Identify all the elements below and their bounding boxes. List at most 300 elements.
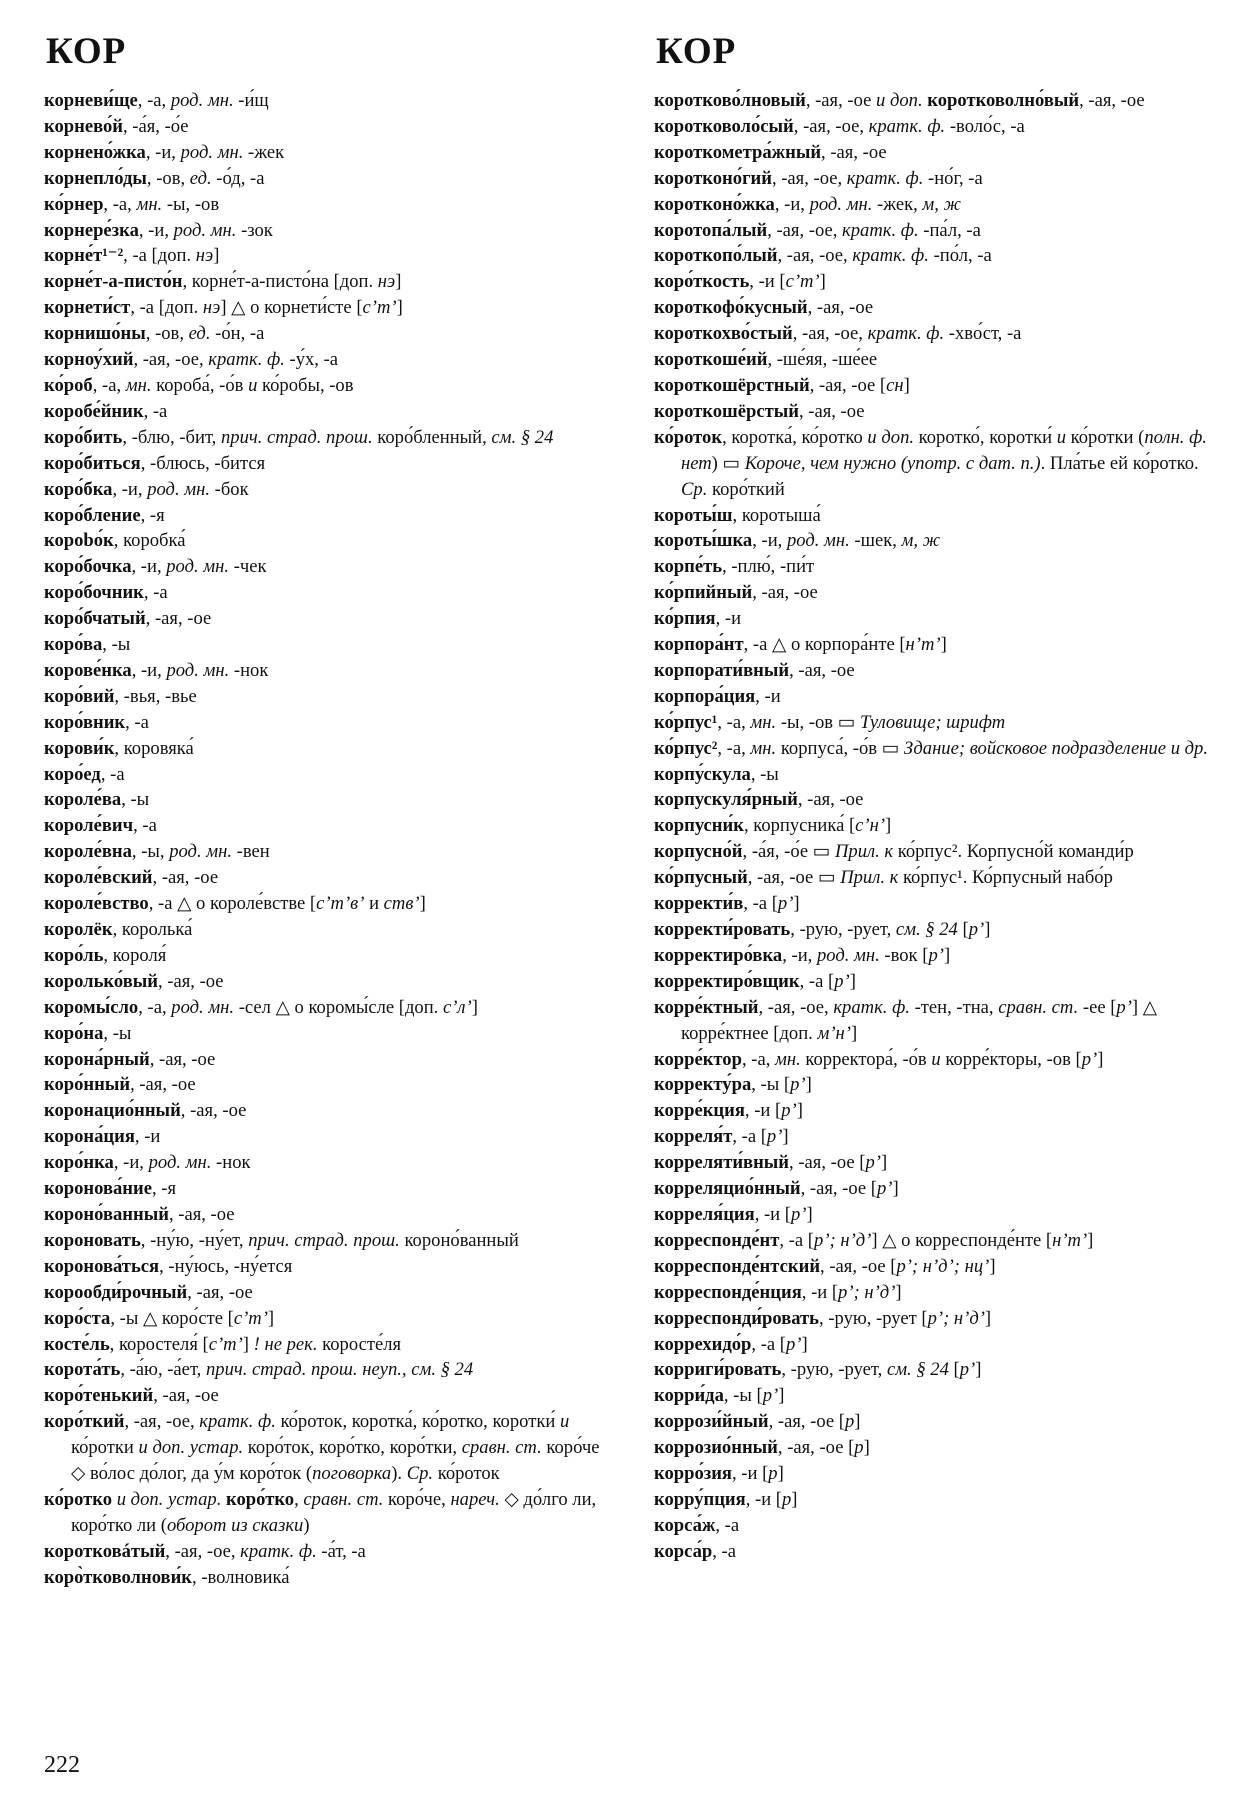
grammar-note: нэ bbox=[195, 245, 214, 267]
headword: корпорати́вный bbox=[654, 659, 790, 681]
entry-text: , -блю, -бит, bbox=[122, 426, 221, 448]
entry-text: , -а [ bbox=[799, 970, 835, 992]
dictionary-entry bbox=[44, 1280, 614, 1306]
entry-text: -чек bbox=[229, 556, 267, 578]
entry-text: , -ы bbox=[121, 789, 150, 811]
dictionary-entry bbox=[654, 1513, 1224, 1539]
entry-text: -сел △ о коромы́сле [доп. bbox=[234, 996, 443, 1018]
entry-text: . Пла́тье ей ко́ротко. bbox=[1040, 452, 1199, 474]
entry-text: , -и bbox=[715, 608, 742, 630]
grammar-note: сʼнʼ bbox=[855, 815, 886, 837]
entry-text: ] bbox=[1097, 1048, 1104, 1070]
dictionary-entry bbox=[44, 1176, 614, 1202]
dictionary-entry bbox=[44, 88, 614, 114]
entry-text: короба́, -о́в bbox=[151, 374, 249, 396]
dictionary-entry bbox=[44, 1487, 614, 1539]
left-column bbox=[44, 88, 614, 1591]
entry-text: -а́т, -а bbox=[316, 1540, 366, 1562]
headword: корриги́ровать bbox=[654, 1359, 782, 1381]
dictionary-entry bbox=[654, 218, 1224, 244]
entry-text: корре́кторы, -ов [ bbox=[940, 1048, 1082, 1070]
dictionary-entry bbox=[44, 995, 614, 1021]
headword: коронова́ние bbox=[44, 1178, 152, 1200]
entry-text: ] bbox=[940, 634, 947, 656]
dictionary-entry bbox=[654, 787, 1224, 813]
entry-text: ко́робы, -ов bbox=[257, 374, 354, 396]
entry-text: ] bbox=[796, 1100, 803, 1122]
dictionary-entry bbox=[654, 813, 1224, 839]
entry-text: , -ая, -ое bbox=[145, 608, 212, 630]
grammar-note: прич. страд. прош. bbox=[248, 1229, 400, 1251]
headword: королёк bbox=[44, 919, 113, 940]
dictionary-entry bbox=[44, 839, 614, 865]
grammar-note: м, ж bbox=[922, 193, 961, 215]
entry-text: и bbox=[364, 893, 384, 915]
grammar-note: нʼтʼ bbox=[905, 634, 941, 656]
entry-text: , -а bbox=[133, 815, 157, 837]
entry-text: -жек bbox=[243, 141, 285, 163]
entry-text: коро́че, bbox=[383, 1488, 451, 1510]
grammar-note: нэ bbox=[377, 271, 396, 293]
entry-text: , -ая, -ое bbox=[158, 970, 224, 992]
headword: короткоше́ий bbox=[654, 349, 768, 371]
dictionary-entry bbox=[654, 295, 1224, 321]
dictionary-entry bbox=[44, 1565, 614, 1591]
dictionary-entry bbox=[44, 1021, 614, 1047]
headword: коро́бочник bbox=[44, 582, 144, 604]
headword: корневи́ще bbox=[44, 90, 138, 111]
headword: корообди́рочный bbox=[44, 1281, 188, 1303]
headword: коротопа́лый bbox=[654, 219, 768, 241]
entry-text: , -ая, -ое [ bbox=[789, 1152, 866, 1174]
grammar-note: см. § 24 bbox=[491, 426, 554, 448]
dictionary-entry bbox=[654, 762, 1224, 788]
grammar-note: Туловище; шрифт bbox=[859, 711, 1006, 733]
headword: короткошёрстый bbox=[654, 400, 799, 422]
entry-text: ] bbox=[975, 1359, 982, 1381]
headword: ко́рнер bbox=[44, 193, 104, 215]
entry-text: , -ы [ bbox=[751, 1074, 791, 1096]
headword: корне́т-а-писто́н bbox=[44, 271, 183, 293]
entry-text: ] bbox=[778, 1385, 785, 1407]
dictionary-entry bbox=[44, 1357, 614, 1383]
entry-text: , -и, bbox=[113, 1152, 149, 1174]
grammar-note: сравн. ст. bbox=[303, 1488, 384, 1510]
headword: коро́ста bbox=[44, 1307, 111, 1329]
page-number: 222 bbox=[44, 1752, 80, 1778]
headword: корре́кция bbox=[654, 1100, 745, 1122]
entry-text: -зок bbox=[236, 219, 273, 241]
entry-text: , -ну́юсь, -ну́ется bbox=[159, 1255, 293, 1277]
headword: корреля́ция bbox=[654, 1203, 755, 1225]
dictionary-entry bbox=[654, 865, 1224, 891]
dictionary-entry bbox=[44, 710, 614, 736]
entry-text: , -ше́яя, -ше́ее bbox=[767, 349, 878, 371]
dictionary-entry bbox=[654, 114, 1224, 140]
grammar-note: кратк. ф. bbox=[240, 1540, 317, 1562]
headword: коронацио́нный bbox=[44, 1100, 181, 1122]
entry-text: -и́щ bbox=[233, 90, 269, 111]
grammar-note: мн. bbox=[125, 374, 152, 396]
headword: корнере́зка bbox=[44, 219, 139, 241]
headword: корobо́к bbox=[44, 530, 114, 552]
grammar-note: р bbox=[781, 1488, 792, 1510]
entry-text: , -а, bbox=[137, 90, 171, 111]
dictionary-entry bbox=[44, 787, 614, 813]
dictionary-entry bbox=[654, 1202, 1224, 1228]
headword: коррозио́нный bbox=[654, 1437, 778, 1459]
grammar-note: род. мн. bbox=[169, 841, 232, 863]
dictionary-entry bbox=[44, 1383, 614, 1409]
grammar-note: кратк. ф. bbox=[833, 996, 910, 1018]
entry-text: коро́ток, коро́тко, коро́тки, bbox=[243, 1437, 462, 1459]
entry-text: , -а, bbox=[717, 711, 751, 733]
dictionary-entry bbox=[654, 192, 1224, 218]
grammar-note: мʼнʼ bbox=[817, 1022, 851, 1044]
dictionary-entry bbox=[654, 1228, 1224, 1254]
entry-text: , -а [ bbox=[751, 1333, 786, 1355]
entry-text: , -а [ bbox=[732, 1126, 767, 1148]
entry-text: , -ая, -ое bbox=[807, 297, 874, 319]
headword: коро́ед bbox=[44, 763, 101, 785]
grammar-note: рʼ; нʼдʼ bbox=[838, 1281, 896, 1303]
grammar-note: рʼ bbox=[785, 1333, 802, 1355]
entry-text: , -ы [ bbox=[723, 1385, 763, 1407]
entry-text: , -а [доп. bbox=[130, 297, 203, 319]
grammar-note: кратк. ф. bbox=[208, 349, 285, 371]
entry-text: , -и bbox=[134, 1126, 161, 1148]
grammar-note: ствʼ bbox=[383, 893, 420, 915]
dictionary-entry bbox=[654, 1409, 1224, 1435]
entry-text: , -и, bbox=[112, 478, 148, 500]
dictionary-entry bbox=[44, 684, 614, 710]
entry-text: , -ая, -ое [ bbox=[820, 1255, 897, 1277]
entry-text: ). bbox=[391, 1463, 407, 1485]
dictionary-entry bbox=[44, 736, 614, 762]
entry-text: , -ая, -ое [ bbox=[777, 1437, 855, 1459]
grammar-note: прич. страд. прош. bbox=[220, 426, 373, 448]
headword: корректи́в bbox=[654, 893, 744, 915]
entry-text: -па́л, -а bbox=[918, 219, 981, 241]
headword: корпу́скула bbox=[654, 763, 751, 785]
headword: корнево́й bbox=[44, 115, 123, 137]
grammar-note: сʼтʼ bbox=[208, 1333, 243, 1355]
entry-text: ] bbox=[793, 893, 800, 915]
entry-text: коро́бленный, bbox=[372, 426, 492, 448]
headword: корови́к bbox=[44, 737, 115, 759]
grammar-note: рʼ bbox=[865, 1152, 881, 1174]
entry-text: ко́роток, коротка́, ко́ротко, коротки́ bbox=[275, 1411, 560, 1433]
entry-text: , -и [ bbox=[754, 1203, 791, 1225]
entry-text: , -ая, -ое, bbox=[771, 167, 847, 189]
grammar-note: и доп. bbox=[867, 426, 915, 448]
entry-text: ] bbox=[395, 271, 402, 293]
entry-text: , -рую, -рует, bbox=[781, 1359, 887, 1381]
entry-text: -нок bbox=[211, 1152, 251, 1174]
grammar-note: нареч. bbox=[450, 1488, 500, 1510]
headword: корректи́ровать bbox=[654, 919, 791, 940]
entry-text: -воло́с, -а bbox=[945, 115, 1025, 137]
entry-text: , -ы bbox=[103, 1022, 132, 1044]
headword: короновать bbox=[44, 1229, 141, 1251]
entry-text: , -и, bbox=[145, 141, 181, 163]
dictionary-entry bbox=[654, 995, 1224, 1047]
dictionary-entry bbox=[654, 1124, 1224, 1150]
dictionary-entry bbox=[44, 451, 614, 477]
entry-text: -вен bbox=[231, 841, 270, 863]
headword: коро́биться bbox=[44, 452, 141, 474]
dictionary-entry bbox=[654, 503, 1224, 529]
entry-text: , -ая, -ое, bbox=[767, 219, 843, 241]
entry-text: -бок bbox=[209, 478, 249, 500]
dictionary-entry bbox=[44, 373, 614, 399]
entry-text: , -а [ bbox=[743, 893, 778, 915]
entry-text: коро́че ◇ во́лос до́лог, да у́м коро́ток ( bbox=[71, 1437, 600, 1485]
grammar-note: мн. bbox=[775, 1048, 801, 1070]
headword: корре́ктный bbox=[654, 996, 759, 1018]
entry-text: , -а, bbox=[92, 374, 126, 396]
entry-text: , -и [ bbox=[732, 1463, 769, 1485]
dictionary-entry bbox=[44, 1409, 614, 1487]
headword: корне́т¹⁻² bbox=[44, 245, 124, 267]
grammar-note: рʼ bbox=[1116, 996, 1132, 1018]
dictionary-entry bbox=[44, 1047, 614, 1073]
dictionary-entry bbox=[654, 528, 1224, 554]
entry-text: ко́ротки bbox=[71, 1437, 139, 1459]
dictionary-entry bbox=[44, 969, 614, 995]
headword: корнепло́ды bbox=[44, 167, 147, 189]
entry-text: ] bbox=[801, 1333, 808, 1355]
entry-text: ] bbox=[819, 271, 826, 293]
entry-text: ] △ о корнети́сте [ bbox=[220, 297, 363, 319]
dictionary-entry bbox=[654, 710, 1224, 736]
headword: королько́вый bbox=[44, 970, 158, 992]
headword: коро́ткость bbox=[654, 271, 750, 293]
dictionary-entry bbox=[44, 943, 614, 969]
headword: корона́рный bbox=[44, 1048, 150, 1070]
grammar-note: рʼ bbox=[834, 970, 850, 992]
entry-text: , -а [ bbox=[779, 1229, 815, 1251]
entry-text: -по́л, -а bbox=[928, 245, 992, 267]
grammar-note: рʼ bbox=[766, 1126, 783, 1148]
headword: корреспонде́нтский bbox=[654, 1255, 821, 1277]
entry-text: ] bbox=[1087, 1229, 1094, 1251]
entry-text: , -а bbox=[143, 582, 168, 604]
headword: короле́вский bbox=[44, 867, 153, 889]
entry-text: -у́х, -а bbox=[284, 349, 339, 371]
grammar-note: кратк. ф. bbox=[852, 245, 929, 267]
entry-text: ] bbox=[892, 1178, 899, 1200]
dictionary-entry bbox=[44, 321, 614, 347]
headword: ко́рпия bbox=[654, 608, 716, 630]
grammar-note: кратк. ф. bbox=[868, 115, 946, 137]
entry-text: , -а △ о корпора́нте [ bbox=[743, 634, 906, 656]
dictionary-entry bbox=[44, 503, 614, 529]
dictionary-entry bbox=[44, 1228, 614, 1254]
dictionary-entry bbox=[654, 1461, 1224, 1487]
headword: коро́бить bbox=[44, 426, 123, 448]
headword: коро́бчатый bbox=[44, 608, 146, 630]
grammar-note: род. мн. bbox=[171, 996, 235, 1018]
grammar-note: полн. ф. нет bbox=[681, 426, 1207, 474]
headword: косте́ль bbox=[44, 1333, 110, 1355]
dictionary-entry bbox=[44, 554, 614, 580]
dictionary-entry bbox=[654, 684, 1224, 710]
entry-text: , -а bbox=[100, 763, 125, 785]
dictionary-entry bbox=[44, 1098, 614, 1124]
grammar-note: и bbox=[248, 374, 258, 396]
headword: корпе́ть bbox=[654, 556, 723, 578]
dictionary-entry bbox=[654, 1098, 1224, 1124]
grammar-note: сʼтʼ bbox=[785, 271, 820, 293]
dictionary-entry bbox=[654, 1487, 1224, 1513]
headword: коррози́йный bbox=[654, 1411, 769, 1433]
headword: корро́зия bbox=[654, 1463, 732, 1485]
entry-text: ] bbox=[854, 1411, 861, 1433]
grammar-note: см. § 24 bbox=[886, 1359, 949, 1381]
grammar-note: рʼ bbox=[876, 1178, 893, 1200]
dictionary-entry bbox=[44, 425, 614, 451]
grammar-note: кратк. ф. bbox=[867, 323, 945, 345]
entry-text: -хво́ст, -а bbox=[944, 323, 1022, 345]
dictionary-entry bbox=[44, 1254, 614, 1280]
headword: корректиро́вщик bbox=[654, 970, 800, 992]
grammar-note: сʼтʼ bbox=[233, 1307, 268, 1329]
entry-text: , -ая, -ое, bbox=[777, 245, 853, 267]
dictionary-entry bbox=[44, 891, 614, 917]
headword: корреля́т bbox=[654, 1126, 733, 1148]
entry-text: , -ая, -ое bbox=[180, 1100, 247, 1122]
entry-text: ] bbox=[984, 1307, 992, 1329]
entry-text: , -и [ bbox=[745, 1488, 782, 1510]
dictionary-entry bbox=[44, 1332, 614, 1358]
headword: коротковáтый bbox=[44, 1540, 166, 1562]
dictionary-entry bbox=[44, 917, 614, 943]
entry-text: ] △ корре́ктнее [доп. bbox=[681, 996, 1158, 1044]
grammar-note: Прил. к bbox=[834, 841, 894, 863]
dictionary-entry bbox=[44, 813, 614, 839]
entry-text: ] bbox=[863, 1437, 870, 1459]
headword: корреспонде́нт bbox=[654, 1229, 780, 1251]
headword: ко́рпусный bbox=[654, 867, 748, 889]
entry-text: , -ая, -ое bbox=[797, 789, 864, 811]
entry-text: корректора́, -о́в bbox=[800, 1048, 932, 1070]
entry-text: , -а △ о короле́встве [ bbox=[148, 893, 317, 915]
headword: коро́ва bbox=[44, 634, 103, 656]
headword: корса́р bbox=[654, 1540, 713, 1562]
grammar-note: кратк. ф. bbox=[842, 219, 919, 241]
headword: короткометра́жный bbox=[654, 141, 822, 163]
dictionary-entry bbox=[654, 166, 1224, 192]
entry-text: , -ая, -ое [ bbox=[768, 1411, 845, 1433]
entry-text: , -рую, -рует [ bbox=[819, 1307, 928, 1329]
headword: корове́нка bbox=[44, 659, 132, 681]
entry-text: , -ая, -ое bbox=[798, 400, 865, 422]
dictionary-entry bbox=[44, 1072, 614, 1098]
grammar-note: мн. bbox=[750, 711, 777, 733]
entry-text: , -а́я, -о́е ▭ bbox=[742, 841, 835, 863]
grammar-note: сʼлʼ bbox=[442, 996, 472, 1018]
headword: ко́ротко bbox=[44, 1488, 113, 1510]
grammar-note: рʼ; нʼдʼ; нцʼ bbox=[896, 1255, 990, 1277]
headword: корре́ктор bbox=[654, 1048, 742, 1070]
headword: коро́вий bbox=[44, 685, 115, 707]
dictionary-entry bbox=[654, 269, 1224, 295]
headword: короткошёрстный bbox=[654, 374, 810, 396]
dictionary-entry bbox=[654, 88, 1224, 114]
entry-text: , -и bbox=[755, 685, 781, 707]
entry-text: , -ая, -ое bbox=[187, 1281, 253, 1303]
entry-text: , -ая, -ое bbox=[168, 1203, 235, 1225]
entry-text: , -ая, -ое, bbox=[758, 996, 834, 1018]
dictionary-entry bbox=[654, 580, 1224, 606]
entry-text: ] bbox=[791, 1488, 798, 1510]
dictionary-entry bbox=[44, 528, 614, 554]
headword: ко́роб bbox=[44, 374, 93, 396]
grammar-note: и bbox=[1056, 426, 1066, 448]
entry-text: , коротка́, ко́ротко bbox=[722, 426, 868, 448]
entry-text: , -и [ bbox=[749, 271, 786, 293]
headword: корота́ть bbox=[44, 1359, 121, 1381]
dictionary-entry bbox=[44, 1124, 614, 1150]
dictionary-entry bbox=[654, 554, 1224, 580]
entry-text: , короля́ bbox=[103, 944, 167, 966]
headword: корпусно́й bbox=[654, 841, 743, 863]
entry-text: , -и [ bbox=[744, 1100, 782, 1122]
entry-text: , -я bbox=[140, 504, 165, 526]
dictionary-entry bbox=[654, 969, 1224, 995]
headword: коробе́йник bbox=[44, 400, 144, 422]
dictionary-entry bbox=[654, 658, 1224, 684]
grammar-note: и bbox=[931, 1048, 941, 1070]
headword: корпора́ция bbox=[654, 685, 756, 707]
headword: корноу́хий bbox=[44, 349, 134, 371]
headword: короткохво́стый bbox=[654, 323, 793, 345]
grammar-note: сравн. ст. bbox=[461, 1437, 542, 1459]
entry-text: , -ы △ коро́сте [ bbox=[110, 1307, 234, 1329]
grammar-note: род. мн. bbox=[816, 944, 880, 966]
grammar-note: р bbox=[768, 1463, 778, 1485]
grammar-note: рʼ; нʼдʼ bbox=[814, 1229, 872, 1251]
entry-text: , коробка́ bbox=[113, 530, 186, 552]
headword: коро́ткий bbox=[44, 1411, 125, 1433]
grammar-note: Ср. bbox=[406, 1463, 434, 1485]
grammar-note: сʼтʼвʼ bbox=[316, 893, 365, 915]
entry-text: , -вья, -вье bbox=[114, 685, 197, 707]
entry-text: , -ая, -ое bbox=[805, 90, 877, 111]
entry-text: , -ая, -ое bbox=[752, 582, 818, 604]
entry-text: ] bbox=[777, 1463, 784, 1485]
entry-text: ◇ до́лго ли, коро́тко ли ( bbox=[71, 1488, 597, 1536]
entry-text: , -ая, -ое [ bbox=[809, 374, 887, 396]
entry-text: , коростеля́ [ bbox=[109, 1333, 209, 1355]
entry-text: -вок [ bbox=[879, 944, 929, 966]
grammar-note: род. мн. bbox=[173, 219, 237, 241]
entry-text: , -и, bbox=[131, 659, 167, 681]
entry-text: ] bbox=[849, 970, 856, 992]
grammar-note: рʼ bbox=[790, 1074, 806, 1096]
grammar-note: м, ж bbox=[901, 530, 940, 552]
grammar-note: и доп. bbox=[876, 90, 923, 111]
entry-text: , -ая, -ое bbox=[1079, 90, 1145, 111]
headword: корреляцио́нный bbox=[654, 1178, 801, 1200]
grammar-note: и доп. устар. bbox=[138, 1437, 244, 1459]
entry-text: , -а bbox=[143, 400, 168, 422]
entry-text: ] △ о корреспонде́нте [ bbox=[871, 1229, 1053, 1251]
entry-text: , королька́ bbox=[112, 919, 193, 940]
entry-text: ] bbox=[943, 944, 951, 966]
headword: корру́пция bbox=[654, 1488, 746, 1510]
